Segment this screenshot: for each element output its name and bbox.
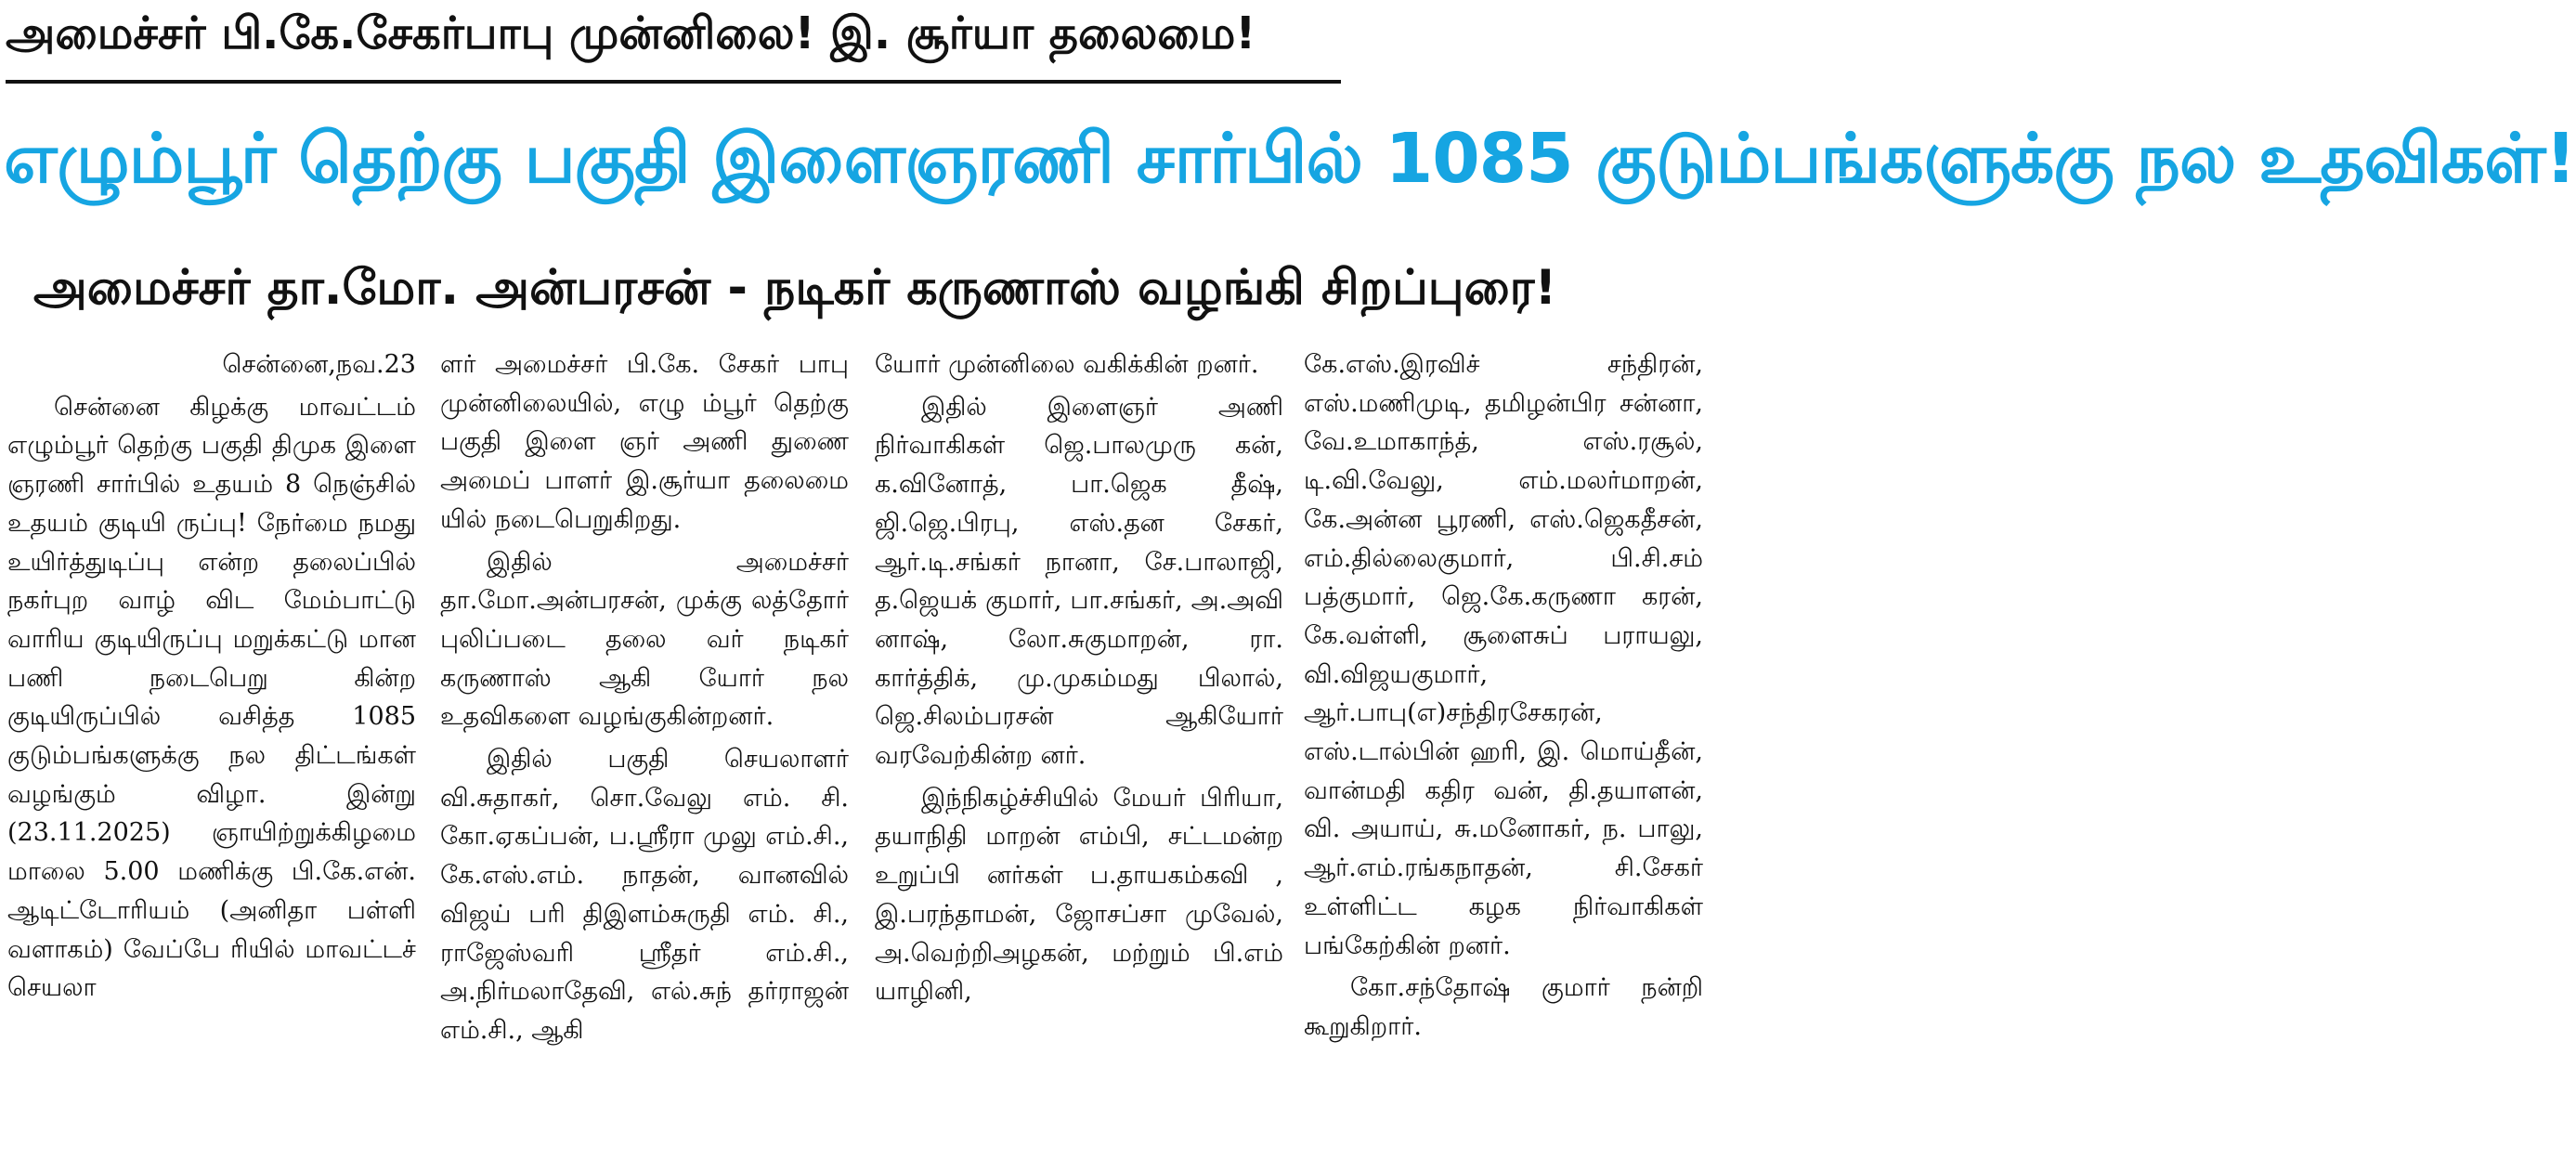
article-paragraph: யோர் முன்னிலை வகிக்கின் றனர். xyxy=(875,350,1259,379)
main-headline: எழும்பூர் தெற்கு பகுதி இளைஞரணி சார்பில் 1085 குடும்பங்களுக்கு நல உதவிகள்! xyxy=(4,119,2576,199)
article-paragraph: கே.எஸ்.இரவிச் சந்திரன், எஸ்.மணிமுடி, தமிழன்பிர சன்னா, வே.உமாகாந்த், எஸ்.ரசூல், டி.வி.வேலு, எம்.மலர்மாறன், கே.அன்ன பூரணி, எஸ்.ஜெகதீசன், எம்.தில்லைகுமார், பி.சி.சம் பத்குமார், ஜெ.கே.கருணா கரன், கே.வள்ளி, சூளைசுப் பராயலு, வி.விஜயகுமார், ஆர்.பாபு(எ)சந்திரசேகரன், எஸ்.டால்பின் ஹரி, இ. மொய்தீன், வான்மதி கதிர வன், தி.தயாளன், வி. அயாய், சு.மனோகர், ந. பாலு, ஆர்.எம்.ரங்கநாதன், சி.சேகர் உள்ளிட்ட கழக நிர்வாகிகள் பங்கேற்கின் றனர். xyxy=(1304,350,1703,960)
article-paragraph: ளர் அமைச்சர் பி.கே. சேகர் பாபு முன்னிலையில், எழு ம்பூர் தெற்கு பகுதி இளை ஞர் அணி துணை அமைப் பாளர் இ.சூர்யா தலைமை யில் நடைபெறுகிறது. xyxy=(440,350,849,534)
article-column-2 xyxy=(440,345,849,1172)
article-paragraph: இதில் பகுதி செயலாளர் வி.சுதாகர், சொ.வேலு எம். சி. கோ.ஏகப்பன், ப.ஸ்ரீரா முலு எம்.சி., கே.எஸ்.எம். நாதன், வானவில் விஜய் பரி திஇளம்சுருதி எம். சி., ராஜேஸ்வரி ஸ்ரீதர் எம்.சி., அ.நிர்மலாதேவி, எல்.சுந் தர்ராஜன் எம்.சி., ஆகி xyxy=(440,745,849,1045)
article-paragraph: கோ.சந்தோஷ் குமார் நன்றி கூறுகிறார். xyxy=(1304,973,1703,1041)
article-column-4 xyxy=(1304,345,1703,1172)
article-paragraph: இந்நிகழ்ச்சியில் மேயர் பிரியா, தயாநிதி மாறன் எம்பி, சட்டமன்ற உறுப்பி னர்கள் ப.தாயகம்கவி , இ.பரந்தாமன், ஜோசப்சா முவேல், அ.வெற்றிஅழகன், மற்றும் பி.எம் யாழினி, xyxy=(875,783,1283,1007)
article-body xyxy=(7,345,1703,1172)
dateline: சென்னை,நவ.23 xyxy=(222,350,416,379)
subheadline: அமைச்சர் தா.மோ. அன்பரசன் - நடிகர் கருணாஸ் வழங்கி சிறப்புரை! xyxy=(33,260,1557,316)
kicker-underline xyxy=(6,80,1341,84)
article-column-1 xyxy=(7,345,416,1172)
article-paragraph: சென்னை கிழக்கு மாவட்டம் எழும்பூர் தெற்கு பகுதி திமுக இளை ஞரணி சார்பில் உதயம் 8 நெஞ்சில் உதயம் குடியி ருப்பு! நேர்மை நமது உயிர்த்துடிப்பு என்ற தலைப்பில் நகர்புற வாழ் விட மேம்பாட்டு வாரிய குடியிருப்பு மறுக்கட்டு மான பணி நடைபெறு கின்ற குடியிருப்பில் வசித்த 1085 குடும்பங்களுக்கு நல திட்டங்கள் வழங்கும் விழா. இன்று (23.11.2025) ஞாயிற்றுக்கிழமை மாலை 5.00 மணிக்கு பி.கே.என். ஆடிட்டோரியம் (அனிதா பள்ளி வளாகம்) வேப்பே ரியில் மாவட்டச் செயலா xyxy=(7,392,416,1003)
article-column-3 xyxy=(875,345,1283,1172)
article-paragraph: இதில் அமைச்சர் தா.மோ.அன்பரசன், முக்கு லத்தோர் புலிப்படை தலை வர் நடிகர் கருணாஸ் ஆகி யோர் நல உதவிகளை வழங்குகின்றனர். xyxy=(440,547,849,732)
article-paragraph: இதில் இளைஞர் அணி நிர்வாகிகள் ஜெ.பாலமுரு கன், க.வினோத், பா.ஜெக தீஷ், ஜி.ஜெ.பிரபு, எஸ்.தன சேகர், ஆர்.டி.சங்கர் நானா, சே.பாலாஜி, த.ஜெயக் குமார், பா.சங்கர், அ.அவி னாஷ், லோ.சுகுமாறன், ரா. கார்த்திக், மு.முகம்மது பிலால், ஜெ.சிலம்பரசன் ஆகியோர் வரவேற்கின்ற னர். xyxy=(875,392,1283,771)
kicker-headline: அமைச்சர் பி.கே.சேகர்பாபு முன்னிலை! இ. சூர்யா தலைமை! xyxy=(6,7,1256,59)
